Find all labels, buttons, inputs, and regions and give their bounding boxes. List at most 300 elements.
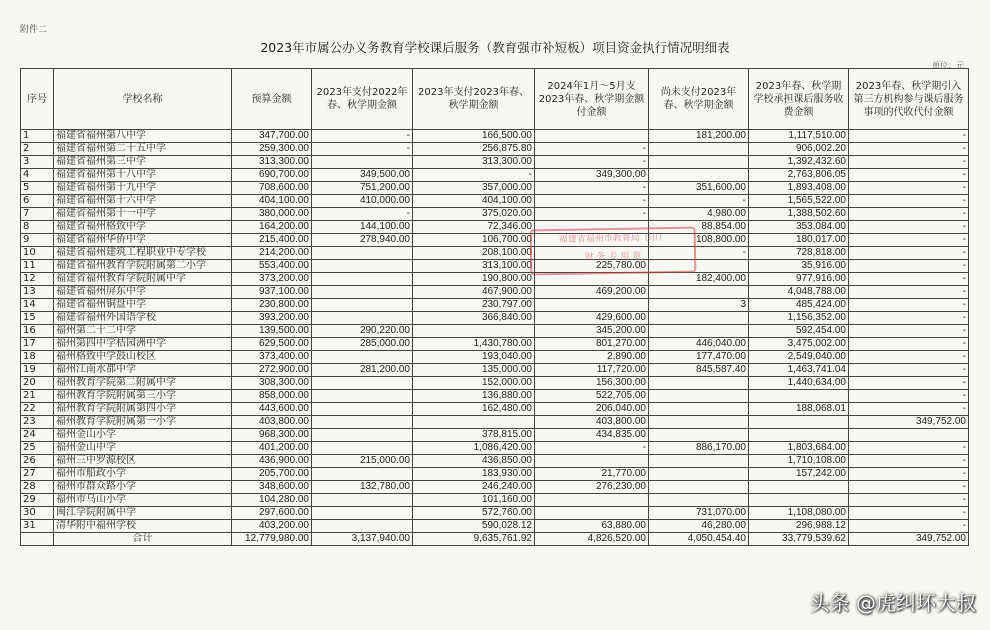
table-cell: 296,988.12	[749, 520, 849, 533]
table-row	[21, 494, 969, 507]
total-cell: 33,779,539.62	[749, 533, 849, 546]
table-cell: 清华附中福州学校	[54, 520, 232, 533]
table-cell: 572,760.00	[413, 507, 535, 520]
table-cell: -	[849, 325, 969, 338]
table-cell: 845,587.40	[649, 364, 749, 377]
table-row	[21, 156, 969, 169]
column-header: 学校名称	[54, 69, 232, 130]
table-cell: -	[413, 169, 535, 182]
table-cell: 19	[21, 364, 54, 377]
table-cell: 469,200.00	[535, 286, 649, 299]
table-cell: 403,800.00	[232, 416, 312, 429]
table-cell: 72,346.00	[413, 221, 535, 234]
table-row	[21, 429, 969, 442]
table-cell: 259,300.00	[232, 143, 312, 156]
table-cell: -	[535, 156, 649, 169]
table-cell: 21,770.00	[535, 468, 649, 481]
table-cell: 353,084.00	[749, 221, 849, 234]
table-cell: 208,100.00	[413, 247, 535, 260]
table-cell: -	[849, 169, 969, 182]
table-cell: 373,400.00	[232, 351, 312, 364]
table-cell: 629,500.00	[232, 338, 312, 351]
table-row	[21, 234, 969, 247]
table-row	[21, 273, 969, 286]
table-cell: 4	[21, 169, 54, 182]
table-cell: 136,880.00	[413, 390, 535, 403]
table-cell: 378,815.00	[413, 429, 535, 442]
table-cell: -	[849, 260, 969, 273]
table-cell: 375,020.00	[413, 208, 535, 221]
table-row	[21, 403, 969, 416]
seal-text-line: 福建省福州市教育局（印）	[558, 233, 667, 245]
table-cell: -	[849, 338, 969, 351]
table-cell: 5	[21, 182, 54, 195]
table-cell: 25	[21, 442, 54, 455]
table-cell: -	[849, 351, 969, 364]
table-cell	[312, 247, 413, 260]
table-cell: 177,470.00	[649, 351, 749, 364]
watermark-text: 头条 @虎纠坏大叔	[809, 591, 976, 615]
table-cell	[649, 286, 749, 299]
table-cell: 135,000.00	[413, 364, 535, 377]
table-row	[21, 312, 969, 325]
table-cell: 福建省福州第八中学	[54, 130, 232, 143]
column-header: 预算金额	[232, 69, 312, 130]
table-cell: 164,200.00	[232, 221, 312, 234]
table-cell: 403,800.00	[535, 416, 649, 429]
table-cell: 592,454.00	[749, 325, 849, 338]
table-row	[21, 182, 969, 195]
table-cell: 182,400.00	[649, 273, 749, 286]
table-cell: 17	[21, 338, 54, 351]
table-cell: 福州金山小学	[54, 429, 232, 442]
table-cell: 553,400.00	[232, 260, 312, 273]
table-row	[21, 325, 969, 338]
table-cell	[649, 312, 749, 325]
table-cell: 21	[21, 390, 54, 403]
table-cell: 闽江学院附属中学	[54, 507, 232, 520]
table-cell: -	[535, 195, 649, 208]
table-cell: 2,890.00	[535, 351, 649, 364]
table-row	[21, 299, 969, 312]
seal-text-line: 财 务 专 用 章	[584, 251, 642, 263]
table-cell: 15	[21, 312, 54, 325]
table-cell	[749, 494, 849, 507]
table-cell: -	[849, 507, 969, 520]
table-cell: 福州金山中学	[54, 442, 232, 455]
table-cell: 180,017.00	[749, 234, 849, 247]
fund-execution-table	[20, 68, 969, 546]
table-cell	[312, 442, 413, 455]
column-header: 2023年支付2022年春、秋学期金额	[312, 69, 413, 130]
table-cell: 357,000.00	[413, 182, 535, 195]
table-cell: -	[849, 182, 969, 195]
table-cell: 1,430,780.00	[413, 338, 535, 351]
table-cell: 7	[21, 208, 54, 221]
table-cell: 福州教育学院附属第三小学	[54, 390, 232, 403]
table-cell: 485,424.00	[749, 299, 849, 312]
table-cell: 福建省福州屏东中学	[54, 286, 232, 299]
table-cell: 206,040.00	[535, 403, 649, 416]
table-cell: 福州市乌山小学	[54, 494, 232, 507]
table-cell: 福建省福州教育学院附属第二小学	[54, 260, 232, 273]
table-cell: -	[849, 468, 969, 481]
table-cell: 410,000.00	[312, 195, 413, 208]
column-header: 2024年1月～5月支2023年春、秋学期金额付金额	[535, 69, 649, 130]
table-cell: -	[849, 299, 969, 312]
table-cell	[749, 481, 849, 494]
table-cell: 380,000.00	[232, 208, 312, 221]
table-cell	[312, 273, 413, 286]
table-cell: 190,800.00	[413, 273, 535, 286]
table-cell: -	[849, 312, 969, 325]
table-cell: 10	[21, 247, 54, 260]
table-cell: 968,300.00	[232, 429, 312, 442]
table-cell: 1,117,510.00	[749, 130, 849, 143]
table-cell: 708,600.00	[232, 182, 312, 195]
table-cell: 福州第四中学桔园洲中学	[54, 338, 232, 351]
table-cell: 20	[21, 377, 54, 390]
table-cell: 101,160.00	[413, 494, 535, 507]
table-cell: 14	[21, 299, 54, 312]
table-cell: 福州教育学院附属第四小学	[54, 403, 232, 416]
table-cell: 18	[21, 351, 54, 364]
table-cell	[649, 390, 749, 403]
table-cell: 403,200.00	[232, 520, 312, 533]
table-cell: 297,600.00	[232, 507, 312, 520]
table-cell: 30	[21, 507, 54, 520]
table-cell: 272,900.00	[232, 364, 312, 377]
table-row	[21, 195, 969, 208]
table-cell: 福州市群众路小学	[54, 481, 232, 494]
table-cell: 3	[21, 156, 54, 169]
table-cell: -	[849, 273, 969, 286]
table-cell	[535, 130, 649, 143]
table-cell	[413, 325, 535, 338]
table-cell	[649, 416, 749, 429]
table-cell: 349,500.00	[312, 169, 413, 182]
table-cell	[312, 299, 413, 312]
table-cell: 福建省福州外国语学校	[54, 312, 232, 325]
table-cell	[649, 468, 749, 481]
table-cell: -	[849, 143, 969, 156]
table-cell: -	[849, 156, 969, 169]
table-cell: 福建省福州第十一中学	[54, 208, 232, 221]
table-cell: 166,500.00	[413, 130, 535, 143]
table-cell	[535, 299, 649, 312]
table-cell	[312, 494, 413, 507]
table-cell: -	[849, 520, 969, 533]
column-header: 2023年春、秋学期引入第三方机构参与课后服务事项的代收代付金额	[849, 69, 969, 130]
table-cell	[649, 325, 749, 338]
table-cell: 313,100.00	[413, 260, 535, 273]
table-cell	[312, 520, 413, 533]
table-cell: 1,388,502.60	[749, 208, 849, 221]
table-cell: 3,475,002.00	[749, 338, 849, 351]
table-cell: 12	[21, 273, 54, 286]
table-cell: -	[849, 130, 969, 143]
table-cell: 6	[21, 195, 54, 208]
table-cell	[312, 390, 413, 403]
table-cell: 31	[21, 520, 54, 533]
table-cell: 290,220.00	[312, 325, 413, 338]
table-cell	[649, 377, 749, 390]
table-cell: 1,803,684.00	[749, 442, 849, 455]
table-cell: 276,230.00	[535, 481, 649, 494]
table-row	[21, 247, 969, 260]
table-cell: 27	[21, 468, 54, 481]
table-cell: 434,835.00	[535, 429, 649, 442]
table-cell: 801,270.00	[535, 338, 649, 351]
table-cell: 256,875.80	[413, 143, 535, 156]
table-cell: 福建省福州第十九中学	[54, 182, 232, 195]
table-cell	[749, 390, 849, 403]
table-cell: 福建省福州铜盘中学	[54, 299, 232, 312]
table-cell: 福州教育学院第二附属中学	[54, 377, 232, 390]
table-cell: -	[535, 182, 649, 195]
table-cell: 393,200.00	[232, 312, 312, 325]
table-row	[21, 260, 969, 273]
table-cell: -	[849, 195, 969, 208]
table-cell: -	[849, 208, 969, 221]
table-cell: 16	[21, 325, 54, 338]
unit-label: 单位：元	[932, 61, 964, 70]
table-cell: 858,000.00	[232, 390, 312, 403]
table-cell: 福州市船政小学	[54, 468, 232, 481]
table-cell	[749, 416, 849, 429]
table-cell: -	[535, 143, 649, 156]
table-cell: 1,392,432.60	[749, 156, 849, 169]
table-cell: -	[849, 455, 969, 468]
table-cell: 886,170.00	[649, 442, 749, 455]
table-cell: 215,400.00	[232, 234, 312, 247]
document-title: 2023年市属公办义务教育学校课后服务（教育强市补短板）项目资金执行情况明细表	[260, 40, 730, 55]
table-cell: 2	[21, 143, 54, 156]
table-cell: -	[849, 247, 969, 260]
table-cell	[649, 494, 749, 507]
total-cell: 合计	[54, 533, 232, 546]
table-cell: 162,480.00	[413, 403, 535, 416]
table-cell: -	[312, 130, 413, 143]
table-cell: 446,040.00	[649, 338, 749, 351]
table-cell: 9	[21, 234, 54, 247]
table-cell: 福州格致中学鼓山校区	[54, 351, 232, 364]
table-cell: 1	[21, 130, 54, 143]
table-cell: 福建省福州第二十五中学	[54, 143, 232, 156]
total-cell: 4,050,454.40	[649, 533, 749, 546]
table-cell	[649, 455, 749, 468]
table-cell: 144,100.00	[312, 221, 413, 234]
table-header-row	[21, 69, 969, 130]
table-cell: 404,100.00	[232, 195, 312, 208]
table-cell: -	[849, 442, 969, 455]
table-cell: 285,000.00	[312, 338, 413, 351]
table-cell	[849, 429, 969, 442]
table-cell: 205,700.00	[232, 468, 312, 481]
table-cell: 1,086,420.00	[413, 442, 535, 455]
table-cell: 436,850.00	[413, 455, 535, 468]
table-cell	[312, 260, 413, 273]
table-cell	[749, 429, 849, 442]
table-cell: 福建省福州第十八中学	[54, 169, 232, 182]
table-cell: 347,700.00	[232, 130, 312, 143]
table-cell: 1,440,634.00	[749, 377, 849, 390]
table-cell: 467,900.00	[413, 286, 535, 299]
table-cell: 46,280.00	[649, 520, 749, 533]
table-cell: 728,818.00	[749, 247, 849, 260]
table-cell: 1,565,522.00	[749, 195, 849, 208]
table-cell	[649, 169, 749, 182]
table-cell: 2,763,806.05	[749, 169, 849, 182]
table-cell: -	[849, 221, 969, 234]
table-cell: 8	[21, 221, 54, 234]
table-cell	[312, 286, 413, 299]
table-cell: -	[312, 208, 413, 221]
table-cell: 11	[21, 260, 54, 273]
table-row	[21, 130, 969, 143]
table-cell	[312, 377, 413, 390]
table-cell: 29	[21, 494, 54, 507]
table-cell: 2,549,040.00	[749, 351, 849, 364]
table-cell: 188,068.01	[749, 403, 849, 416]
table-cell	[649, 481, 749, 494]
table-row	[21, 169, 969, 182]
table-cell: 225,780.00	[535, 260, 649, 273]
table-cell: 429,600.00	[535, 312, 649, 325]
table-row	[21, 455, 969, 468]
table-cell: 373,200.00	[232, 273, 312, 286]
table-row	[21, 390, 969, 403]
table-cell	[413, 416, 535, 429]
total-cell: 349,752.00	[849, 533, 969, 546]
table-cell: 977,916.00	[749, 273, 849, 286]
table-cell: -	[849, 377, 969, 390]
table-cell: 13	[21, 286, 54, 299]
attachment-label: 附件二	[20, 25, 48, 35]
table-cell: 193,040.00	[413, 351, 535, 364]
table-row	[21, 338, 969, 351]
table-cell	[649, 156, 749, 169]
table-cell: 28	[21, 481, 54, 494]
table-cell: 313,300.00	[413, 156, 535, 169]
total-cell: 3,137,940.00	[312, 533, 413, 546]
table-cell: -	[849, 364, 969, 377]
column-header: 2023年支付2023年春、秋学期金额	[413, 69, 535, 130]
table-cell: 福建省福州第十六中学	[54, 195, 232, 208]
table-cell: -	[535, 208, 649, 221]
table-cell	[312, 351, 413, 364]
table-cell: 731,070.00	[649, 507, 749, 520]
table-cell: 349,752.00	[849, 416, 969, 429]
table-cell: 福建省福州华侨中学	[54, 234, 232, 247]
table-cell: 436,900.00	[232, 455, 312, 468]
table-cell: -	[535, 442, 649, 455]
total-cell: 12,779,980.00	[232, 533, 312, 546]
table-row	[21, 143, 969, 156]
table-cell: 26	[21, 455, 54, 468]
table-cell: 1,463,741.04	[749, 364, 849, 377]
table-cell: -	[849, 286, 969, 299]
table-row	[21, 507, 969, 520]
total-cell	[21, 533, 54, 546]
table-cell	[312, 507, 413, 520]
table-cell: 3	[649, 299, 749, 312]
table-cell	[649, 429, 749, 442]
table-cell	[312, 429, 413, 442]
table-row	[21, 442, 969, 455]
table-cell: 福建省福州建筑工程职业中专学校	[54, 247, 232, 260]
table-cell: 139,500.00	[232, 325, 312, 338]
table-row	[21, 520, 969, 533]
table-cell: 183,930.00	[413, 468, 535, 481]
table-cell: 313,300.00	[232, 156, 312, 169]
table-cell: 福州教育学院附属第一小学	[54, 416, 232, 429]
column-header: 尚未支付2023年春、秋学期金额	[649, 69, 749, 130]
table-cell: 751,200.00	[312, 182, 413, 195]
table-cell: 366,840.00	[413, 312, 535, 325]
table-cell: 福建省福州第三中学	[54, 156, 232, 169]
table-cell: 1,893,408.00	[749, 182, 849, 195]
table-row	[21, 364, 969, 377]
table-cell: 214,200.00	[232, 247, 312, 260]
table-cell: 132,780.00	[312, 481, 413, 494]
table-row	[21, 377, 969, 390]
table-cell: -	[849, 234, 969, 247]
table-cell: 278,940.00	[312, 234, 413, 247]
table-cell: 35,916.00	[749, 260, 849, 273]
table-cell	[649, 143, 749, 156]
table-cell: 108,800.00	[649, 234, 749, 247]
table-cell: 590,028.12	[413, 520, 535, 533]
table-cell	[312, 403, 413, 416]
table-cell	[535, 507, 649, 520]
table-cell: 281,200.00	[312, 364, 413, 377]
table-cell: 348,600.00	[232, 481, 312, 494]
table-row	[21, 468, 969, 481]
table-cell: 230,797.00	[413, 299, 535, 312]
table-cell: 63,880.00	[535, 520, 649, 533]
table-row	[21, 221, 969, 234]
table-cell: 345,200.00	[535, 325, 649, 338]
column-header: 序号	[21, 69, 54, 130]
table-cell: 906,002.20	[749, 143, 849, 156]
table-cell	[535, 494, 649, 507]
table-cell	[312, 468, 413, 481]
table-cell: 215,000.00	[312, 455, 413, 468]
table-cell: 937,100.00	[232, 286, 312, 299]
table-cell: 349,300.00	[535, 169, 649, 182]
table-cell: 23	[21, 416, 54, 429]
table-cell: 88,854.00	[649, 221, 749, 234]
official-seal-stamp	[530, 227, 697, 276]
table-cell: 690,700.00	[232, 169, 312, 182]
table-cell: -	[649, 195, 749, 208]
table-cell: -	[312, 143, 413, 156]
table-cell: 1,710,108.00	[749, 455, 849, 468]
table-row	[21, 481, 969, 494]
column-header: 2023年春、秋学期学校承担课后服务收费金额	[749, 69, 849, 130]
table-cell: -	[849, 390, 969, 403]
table-cell: 福州三中罗源校区	[54, 455, 232, 468]
table-cell: 246,240.00	[413, 481, 535, 494]
table-cell: 401,200.00	[232, 442, 312, 455]
table-cell	[535, 455, 649, 468]
table-cell: 157,242.00	[749, 468, 849, 481]
total-cell: 9,635,761.92	[413, 533, 535, 546]
table-body	[21, 130, 969, 546]
table-cell: 福州第二十二中学	[54, 325, 232, 338]
table-cell: 1,156,352.00	[749, 312, 849, 325]
